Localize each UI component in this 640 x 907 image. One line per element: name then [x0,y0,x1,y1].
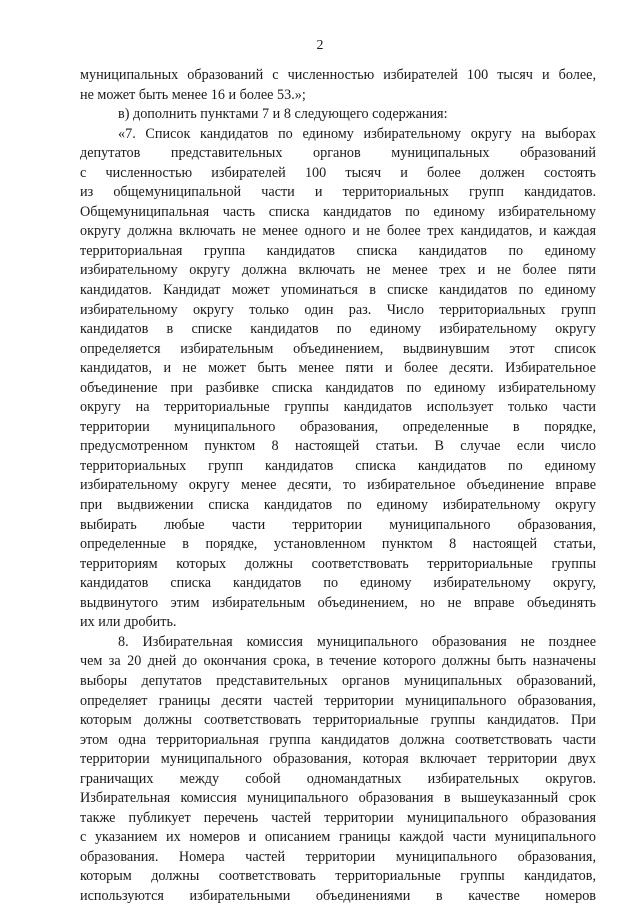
text-line: депутатов представительных органов муниципальных образований [80,145,596,162]
text-line: выборы депутатов представительных органов муниципальных образований, [80,672,596,689]
text-line: кандидатов в списке кандидатов по единому избирательному округу [80,321,596,338]
text-line: при выдвижении списка кандидатов по единому избирательному округу [80,497,596,514]
text-line: которым должны соответствовать территориальные группы кандидатов, [80,868,596,885]
text-line: «7. Список кандидатов по единому избирательному округу на выборах [118,125,596,142]
text-line: предусмотренном пунктом 8 настоящей статьи. В случае если число [80,438,596,455]
text-line: объединение при разбивке списка кандидатов по единому избирательному [80,379,596,396]
text-line: выбирать любые части территории муниципального образования, [80,516,596,533]
text-line: Общемуниципальная часть списка кандидатов по единому избирательному [80,203,596,220]
text-line: избирательному округу менее десяти, то избирательное объединение вправе [80,477,596,494]
text-line: этом одна территориальная группа кандидатов должна соответствовать части [80,731,596,748]
text-line: используются избирательными объединениями в качестве номеров [80,887,596,904]
text-line: с указанием их номеров и описанием границы каждой части муниципального [80,829,596,846]
text-line: кандидатов. Кандидат может упоминаться в списке кандидатов по единому [80,282,596,299]
document-body [80,66,596,907]
text-line: территории муниципального образования, определенные в порядке, [80,418,596,435]
text-line: округу на территориальные группы кандидатов использует только части [80,399,596,416]
text-line: избирательному округу только один раз. Число территориальных групп [80,301,596,318]
text-line: их или дробить. [80,614,177,631]
text-line: территории муниципального образования, которая включает территории двух [80,751,596,768]
text-line: 8. Избирательная комиссия муниципального образования не позднее [118,633,596,650]
text-line: также публикует перечень частей территории муниципального образования [80,809,596,826]
text-line: выдвинутого этим избирательным объединением, но не вправе объединять [80,594,596,611]
text-line: территориальная группа кандидатов списка кандидатов по единому [80,242,596,259]
text-line: граничащих между собой одномандатных избирательных округов. [80,770,596,787]
text-line: кандидатов, и не может быть менее пяти и более десяти. Избирательное [80,360,596,377]
text-line: не может быть менее 16 и более 53.»; [80,86,306,103]
text-line: муниципальных образований с численностью избирателей 100 тысяч и более, [80,67,596,83]
text-line: определяет границы десяти частей территории муниципального образования, [80,692,596,709]
page-number: 2 [316,38,324,53]
text-line: определенные в порядке, установленном пунктом 8 настоящей статьи, [80,536,596,553]
text-line: которым должны соответствовать территориальные группы кандидатов. При [80,712,596,729]
text-line: территориальных групп кандидатов списка кандидатов по единому [80,457,596,474]
text-line: с численностью избирателей 100 тысяч и более должен состоять [80,164,596,181]
text-line: территориям которых должны соответствовать территориальные группы [80,555,596,572]
text-line: округу должна включать не менее одного и не более трех кандидатов, и каждая [80,223,596,240]
text-line: кандидатов списка кандидатов по единому избирательному округу, [80,575,596,592]
text-line: избирательному округу должна включать не менее трех и не более пяти [80,262,596,279]
text-line: Избирательная комиссия муниципального образования в вышеуказанный срок [80,790,596,807]
text-line: определяется избирательным объединением, выдвинувшим этот список [80,340,596,357]
text-line: в) дополнить пунктами 7 и 8 следующего содержания: [118,106,448,123]
text-line: из общемуниципальной части и территориальных групп кандидатов. [80,184,596,201]
text-line: образования. Номера частей территории муниципального образования, [80,848,596,865]
text-line: чем за 20 дней до окончания срока, в течение которого должны быть назначены [80,653,596,670]
